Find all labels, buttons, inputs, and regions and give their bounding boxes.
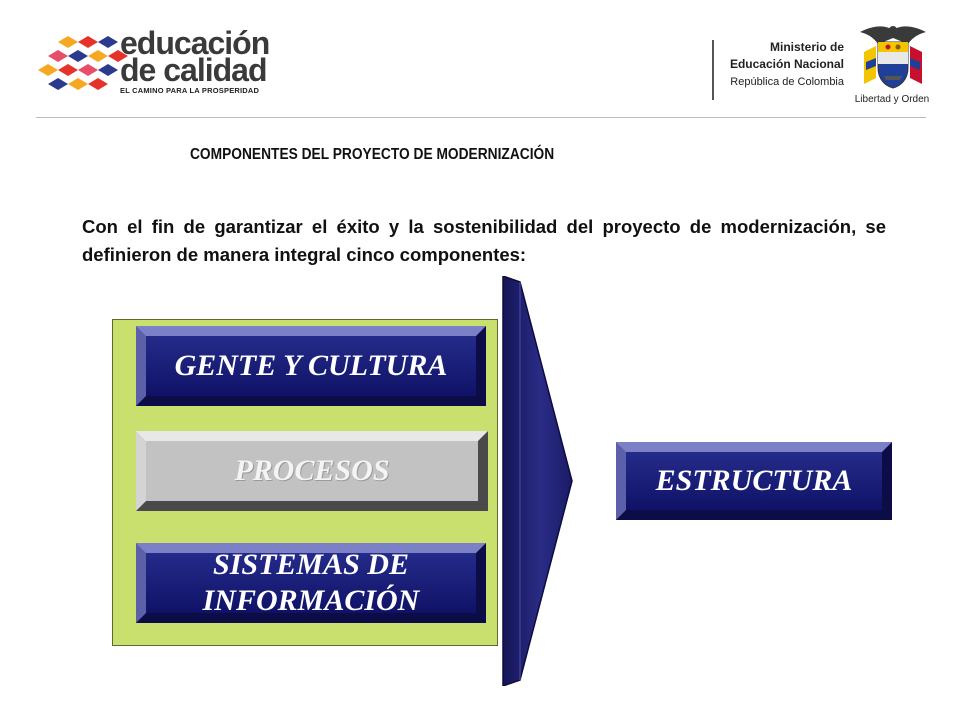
intro-paragraph: Con el fin de garantizar el éxito y la sostenibilidad del proyecto de modernización, se definieron de manera integral cinco componentes:: [82, 216, 886, 265]
ministry-motto: Libertad y Orden: [854, 94, 930, 105]
component-label: PROCESOS: [234, 454, 390, 487]
component-gente-y-cultura: [136, 326, 486, 406]
logo-line-2: de calidad: [120, 52, 267, 88]
ministry-line-2: Educación Nacional: [729, 57, 844, 71]
component-label: SISTEMAS DE INFORMACIÓN: [202, 548, 420, 617]
flow-arrow-icon: [500, 276, 576, 686]
logo-line-1: educación: [120, 25, 270, 61]
header-divider: [36, 117, 926, 118]
cube-mosaic-icon: [38, 36, 128, 90]
component-label: GENTE Y CULTURA: [174, 349, 448, 382]
result-estructura: [616, 442, 892, 520]
result-label: ESTRUCTURA: [655, 464, 853, 497]
component-procesos: [136, 431, 488, 511]
ministry-line-3: República de Colombia: [730, 76, 844, 88]
ministry-line-1: Ministerio de: [769, 40, 844, 54]
component-sistemas-de-informacion: [136, 543, 486, 623]
slide-title: COMPONENTES DEL PROYECTO DE MODERNIZACIÓN: [190, 146, 555, 163]
logo-tagline: EL CAMINO PARA LA PROSPERIDAD: [120, 86, 260, 95]
colombia-coat-of-arms-icon: [854, 22, 932, 92]
